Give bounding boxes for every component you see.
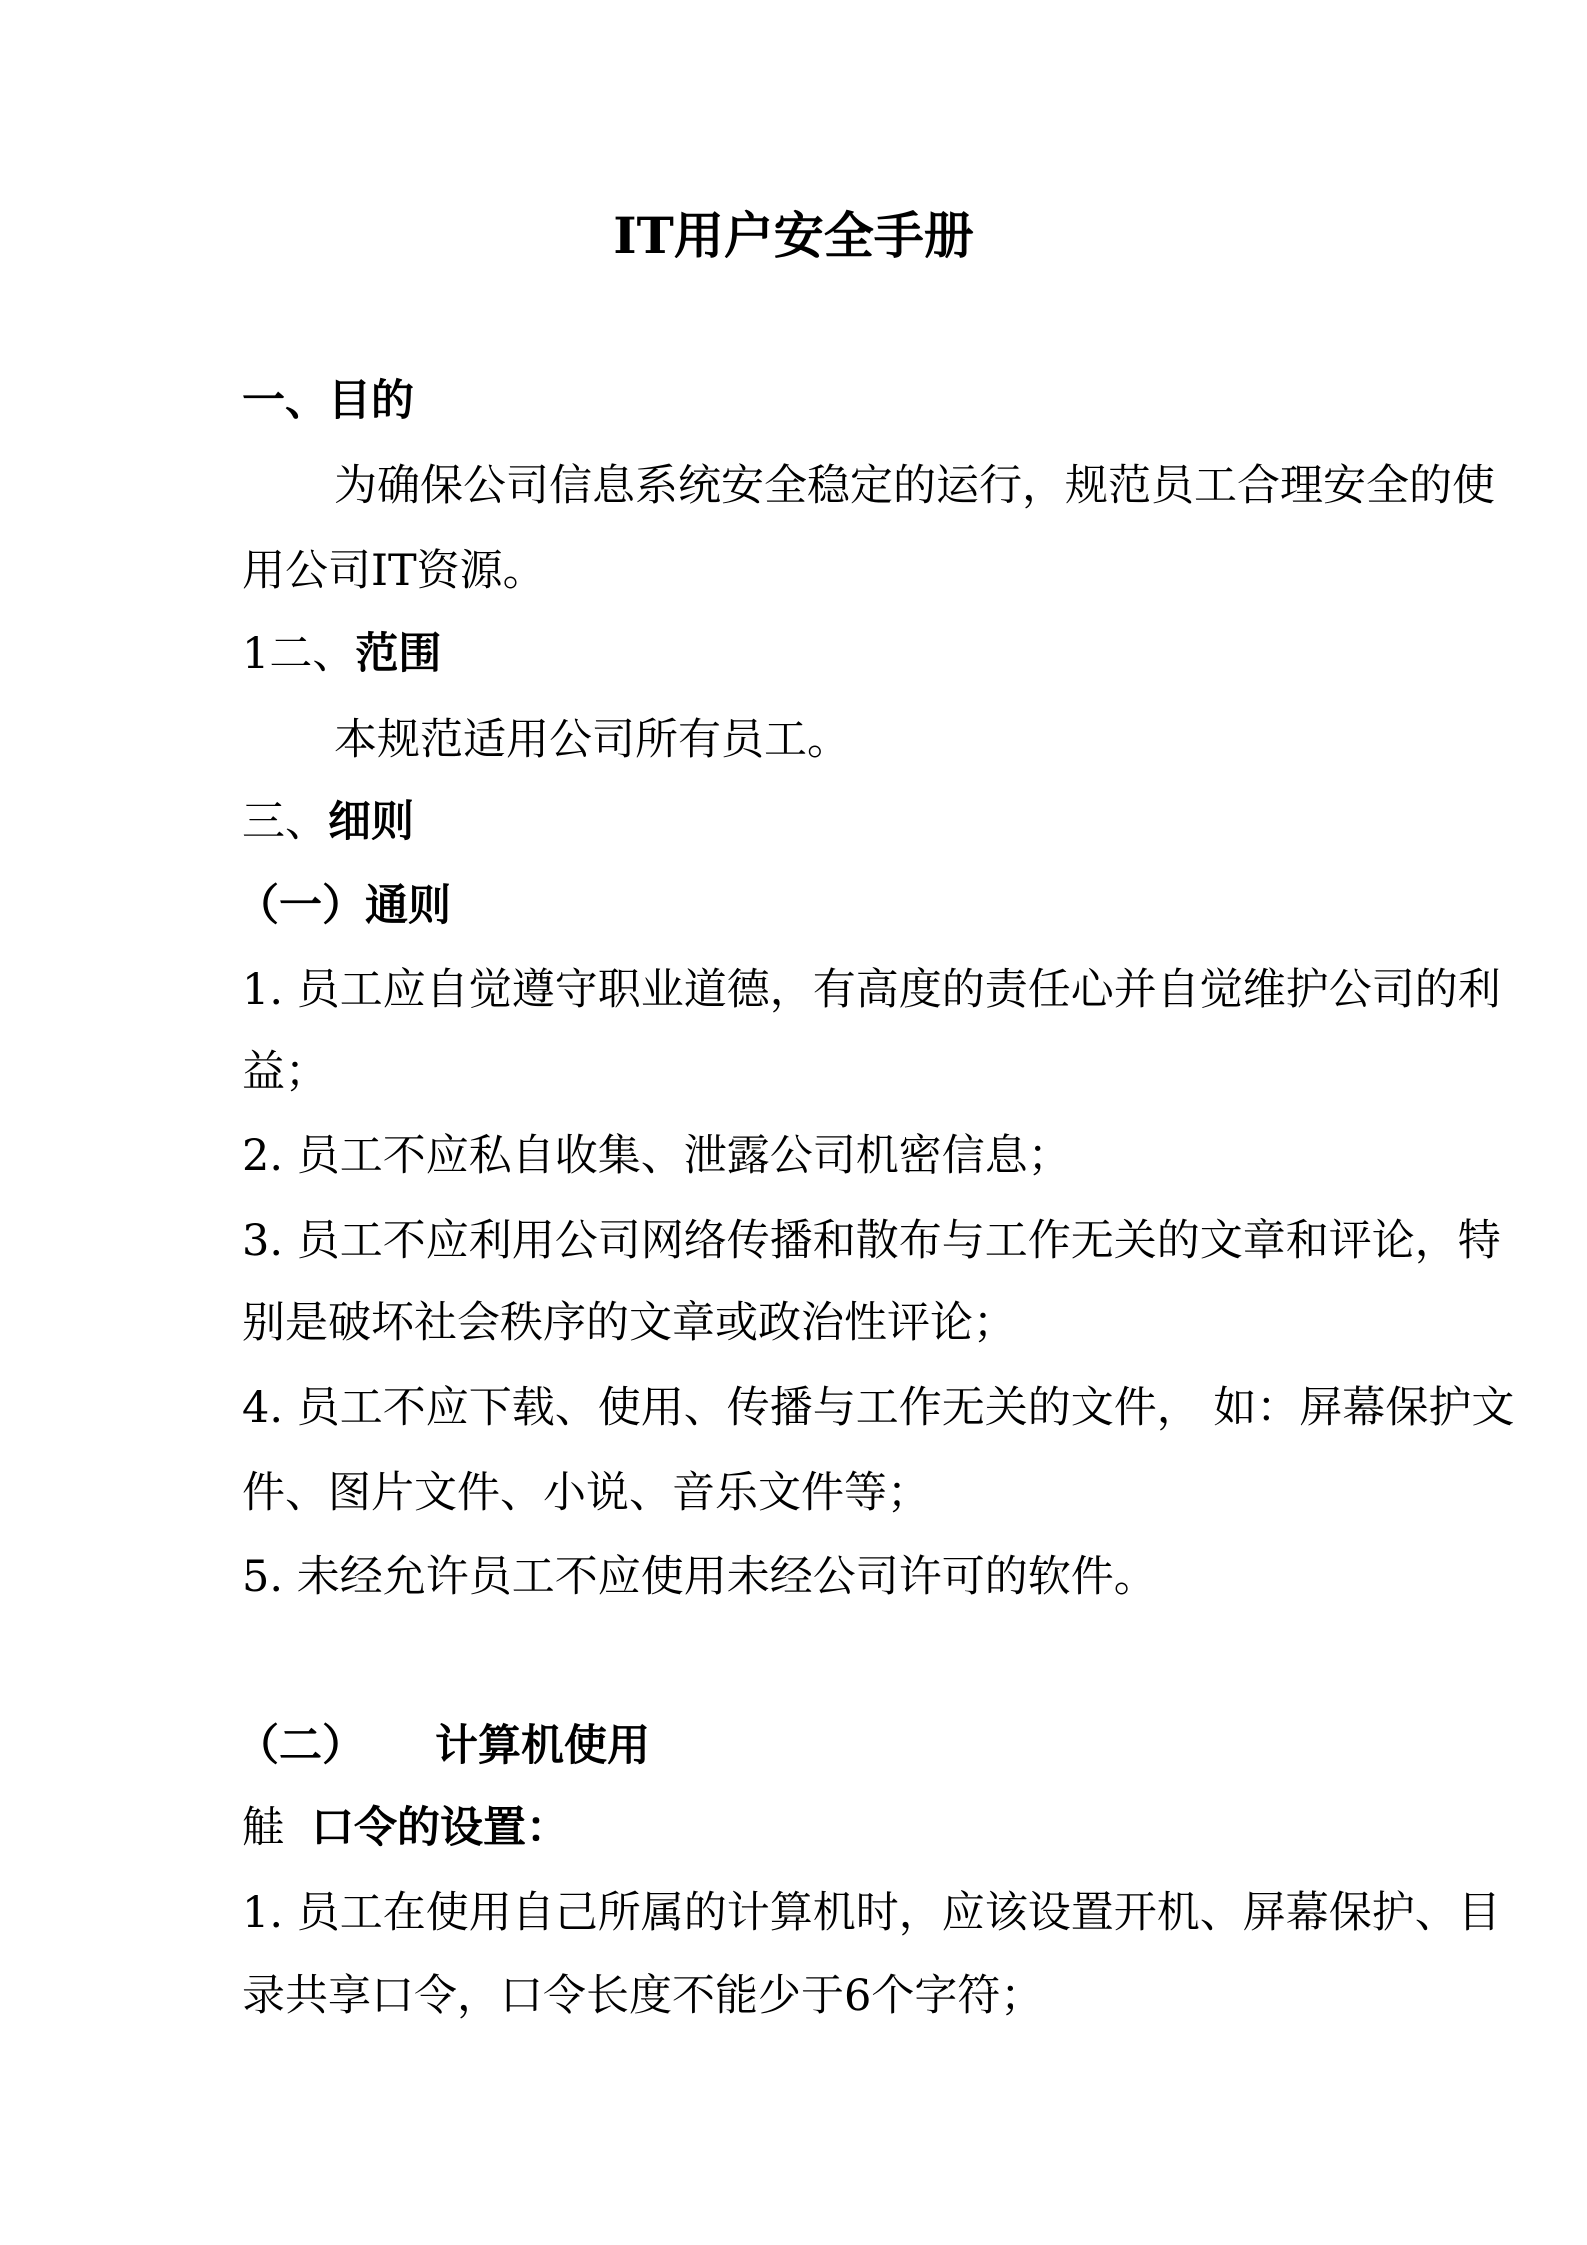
list-item-line: 件、图片文件、小说、音乐文件等； xyxy=(242,1468,930,1518)
heading-text: 范围 xyxy=(355,629,442,679)
list-item-line: 3. 员工不应利用公司网络传播和散布与工作无关的文章和评论，特 xyxy=(242,1216,1501,1266)
list-marker: 觟 xyxy=(242,1803,285,1853)
list-item-line: 1. 员工在使用自己所属的计算机时，应该设置开机、屏幕保护、目 xyxy=(242,1888,1501,1938)
heading-prefix: 1二、 xyxy=(242,629,356,679)
section-heading-purpose: 一、目的 xyxy=(242,376,414,426)
document-title: IT用户安全手册 xyxy=(613,206,974,265)
section-heading-scope xyxy=(242,629,441,679)
section-heading-rules xyxy=(242,797,414,847)
list-item-line: 益； xyxy=(242,1047,328,1097)
subsection-heading-general: （一）通则 xyxy=(236,881,451,931)
paragraph-line: 本规范适用公司所有员工。 xyxy=(334,715,850,765)
sub-heading-password xyxy=(242,1803,569,1853)
list-item-line: 1. 员工应自觉遵守职业道德，有高度的责任心并自觉维护公司的利 xyxy=(242,965,1501,1015)
list-item-line: 别是破坏社会秩序的文章或政治性评论； xyxy=(242,1298,1016,1348)
heading-prefix: 三、 xyxy=(242,797,328,847)
heading-text: 计算机使用 xyxy=(435,1721,650,1771)
list-item-line: 5. 未经允许员工不应使用未经公司许可的软件。 xyxy=(242,1552,1157,1602)
heading-prefix: （二） xyxy=(236,1721,365,1771)
heading-text: 细则 xyxy=(328,797,414,847)
list-item-line: 2. 员工不应私自收集、泄露公司机密信息； xyxy=(242,1131,1071,1181)
paragraph-line: 用公司IT资源。 xyxy=(242,546,546,596)
subsection-heading-computer-use xyxy=(236,1721,650,1771)
list-item-line: 录共享口令，口令长度不能少于6个字符； xyxy=(242,1971,1044,2021)
paragraph-line: 为确保公司信息系统安全稳定的运行，规范员工合理安全的使 xyxy=(334,461,1495,511)
heading-text: 口令的设置： xyxy=(311,1803,569,1853)
list-item-line: 4. 员工不应下载、使用、传播与工作无关的文件， 如：屏幕保护文 xyxy=(242,1383,1515,1433)
